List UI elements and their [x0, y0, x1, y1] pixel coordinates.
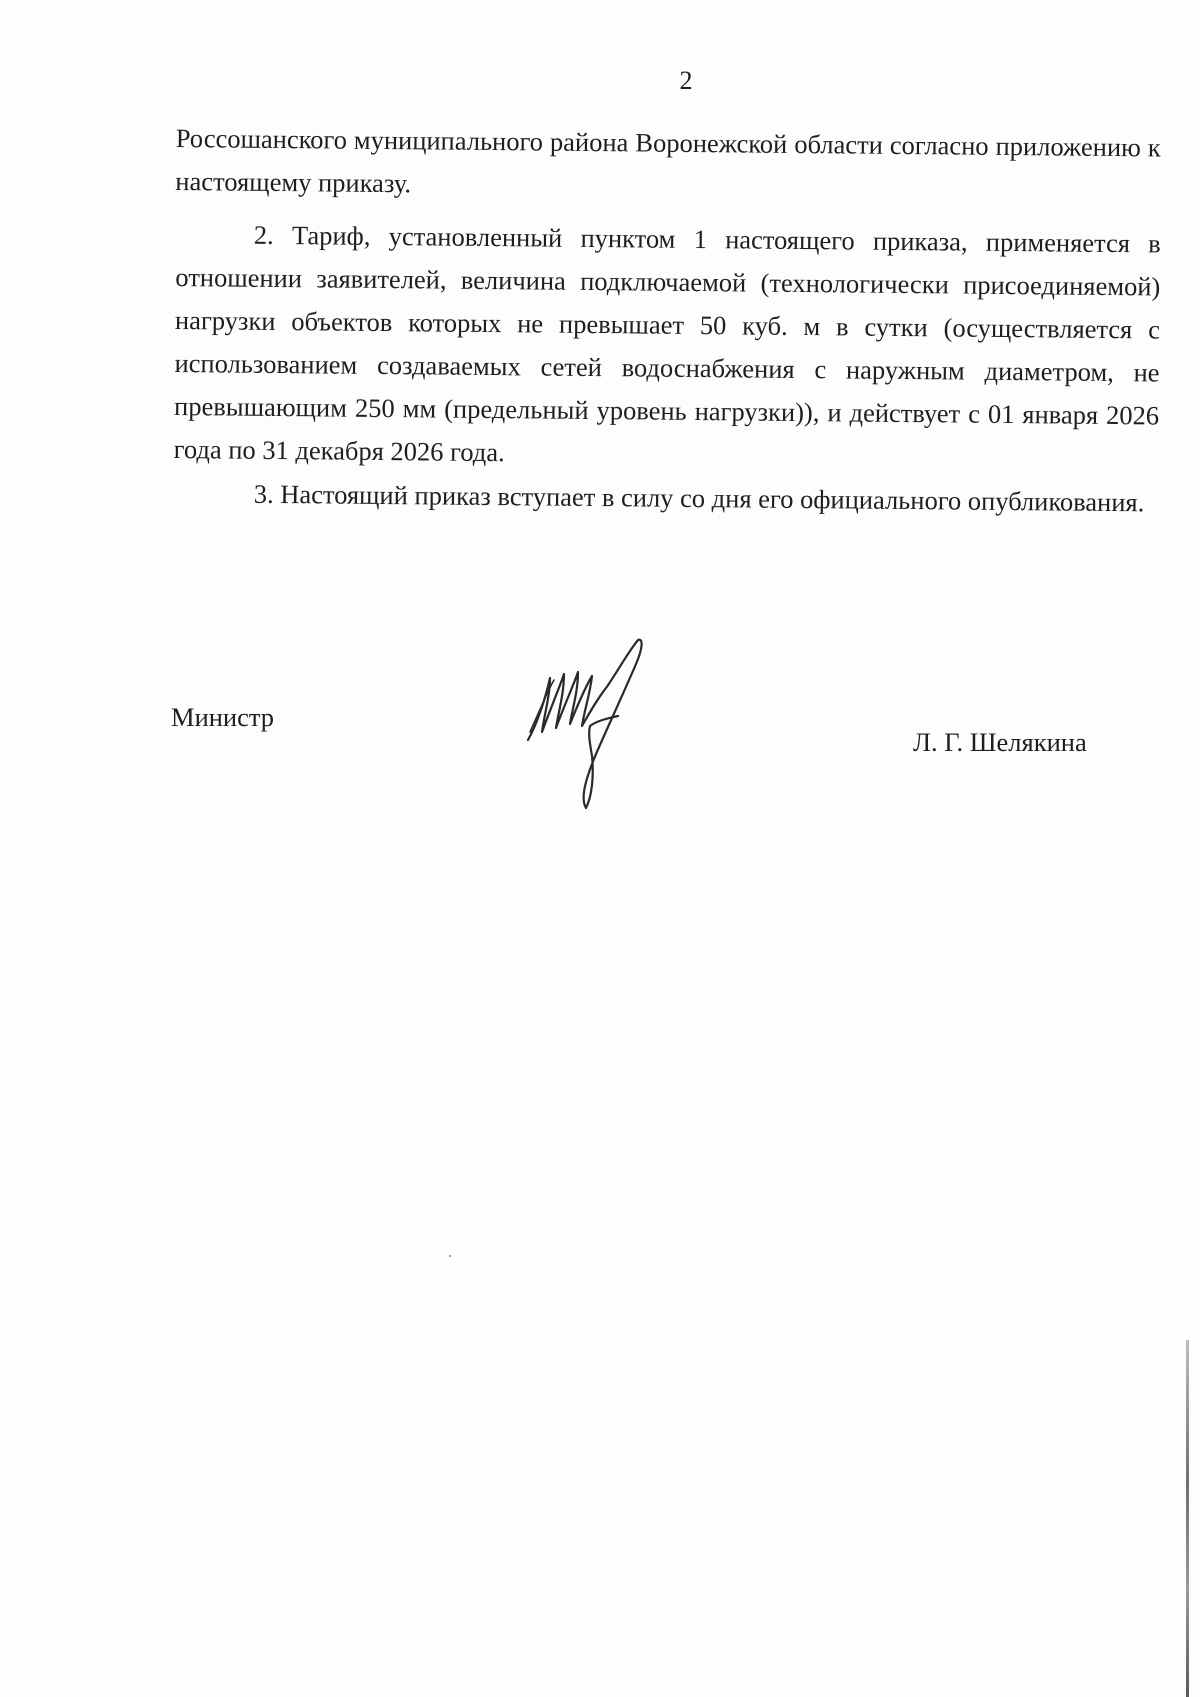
paragraph-continuation	[175, 117, 1161, 212]
page-number: 2	[679, 66, 693, 95]
signatory-position: Министр	[171, 702, 275, 732]
signatory-name: Л. Г. Шелякина	[913, 727, 1087, 757]
paragraph-item-3	[176, 472, 1161, 524]
paragraph-item-2-text: 2. Тариф, установленный пунктом 1 настоящего приказа, применяется в отношении заявителей, величина подключаемой (технологически присоединяемой) нагрузки объектов которых не превышает 50 куб. м в сутки (осуществляется с использованием создаваемых сетей водоснабжения с наружным диаметром, не превышающим 250 мм (предельный уровень нагрузки)), и действует с 01 января 2026 года по 31 декабря 2026 года.	[173, 219, 1161, 468]
paragraph-item-3-text: 3. Настоящий приказ вступает в силу со дня его официального опубликования.	[253, 478, 1145, 518]
handwritten-signature	[520, 636, 670, 816]
paragraph-item-2	[174, 213, 1161, 480]
scan-speck	[449, 1255, 451, 1257]
paragraph-continuation-text: Россошанского муниципального района Воронежской области согласно приложению к настоящему приказу.	[175, 122, 1161, 199]
scan-edge-artifact	[1186, 1340, 1189, 1697]
